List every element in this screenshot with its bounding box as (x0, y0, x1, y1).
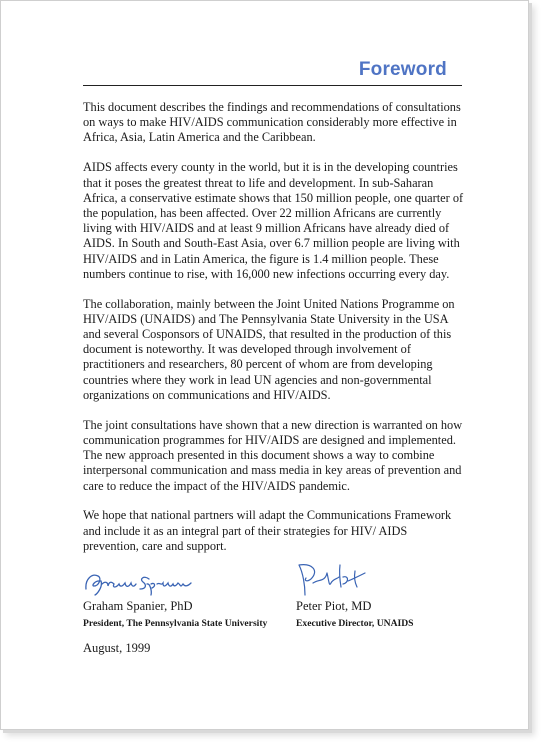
signature-spanier (83, 567, 233, 599)
paragraph-2: AIDS affects every county in the world, but it is in the developing countries that it poses the greatest threat to life and development. In sub-Saharan Africa, a conservative estimate shows that 150 million people, one quarter of the population, has been affected. Over 22 million Africans are currently living with HIV/AIDS and at least 9 million Africans have already died of AIDS. In South and South-East Asia, over 6.7 million people are living with HIV/AIDS and in Latin America, the figure is 1.4 million people. These numbers continue to rise, with 16,000 new infections occurring every day. (83, 160, 464, 281)
title-rule (83, 85, 462, 86)
paragraph-5: We hope that national partners will adapt the Communications Framework and include it as an integral part of their strategies for HIV/ AIDS prevention, care and support. (83, 508, 452, 553)
paragraph-3: The collaboration, mainly between the Joint United Nations Programme on HIV/AIDS (UNAIDS) and The Pennsylvania State University in the USA and several Cosponsors of UNAIDS, that resulted in the production of this document is noteworthy. It was developed through involvement of practitioners and researchers, 80 percent of whom are from developing countries where they work in lead UN agencies and non-governmental organizations on communications and HIV/AIDS. (83, 296, 455, 402)
signature-piot (293, 561, 379, 599)
document-date: August, 1999 (83, 641, 151, 655)
signatory-name-2: Peter Piot, MD (296, 599, 372, 613)
foreword-body (83, 100, 465, 569)
signatory-title-2: Executive Director, UNAIDS (296, 618, 414, 629)
signatory-name-1: Graham Spanier, PhD (83, 599, 193, 613)
page-title: Foreword (358, 59, 447, 80)
paragraph-1: This document describes the findings and recommendations of consultations on ways to make HIV/AIDS communication considerably more effective in Africa, Asia, Latin America and the Caribbean. (83, 100, 461, 145)
paragraph-4: The joint consultations have shown that a new direction is warranted on how communication programmes for HIV/AIDS are designed and implemented. The new approach presented in this document shows a way to combine interpersonal communication and mass media in key areas of prevention and care to reduce the impact of the HIV/AIDS pandemic. (83, 417, 463, 493)
signatures-block (83, 561, 465, 631)
signatory-title-1: President, The Pennsylvania State University (83, 618, 268, 629)
